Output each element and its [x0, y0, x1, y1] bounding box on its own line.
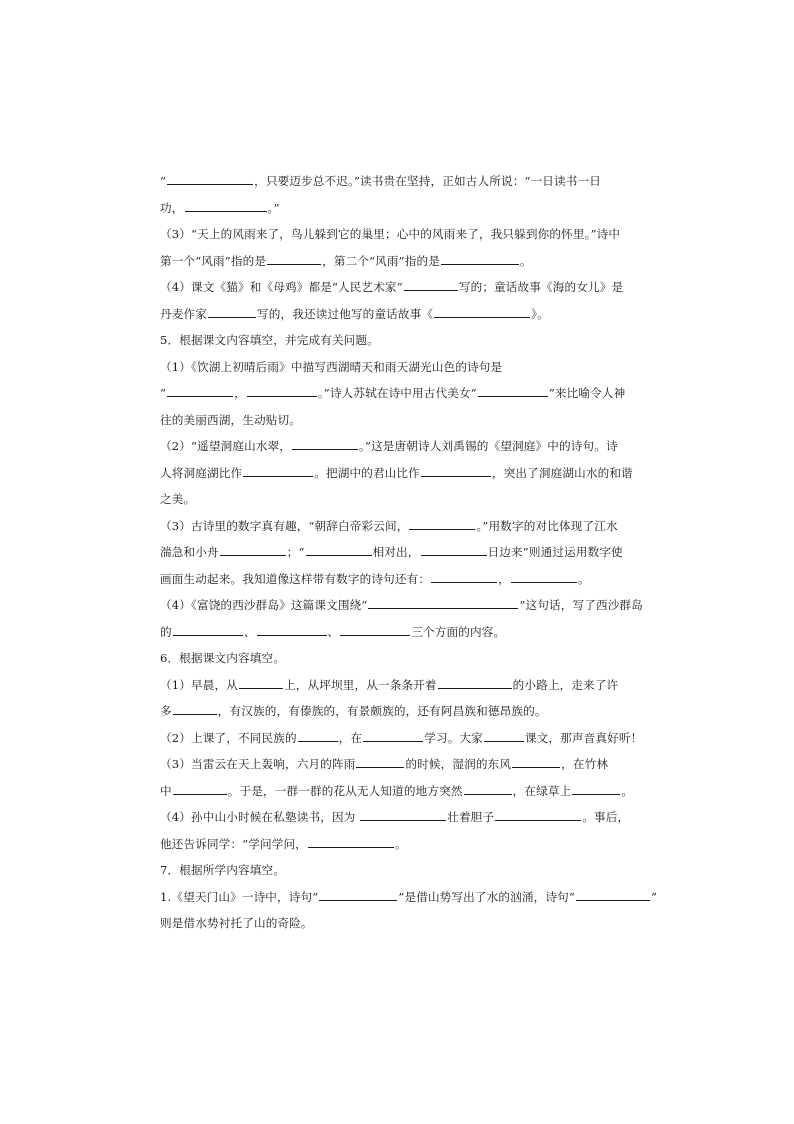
text-segment: （3）“天上的风雨来了，鸟儿躲到它的巢里；心中的风雨来了，我只躲到你的怀里。”诗中: [160, 227, 621, 241]
fill-blank[interactable]: [208, 316, 256, 318]
text-segment: 功，: [160, 200, 184, 215]
question-5-2: [160, 433, 640, 460]
fill-blank[interactable]: [247, 395, 317, 397]
fill-blank[interactable]: [438, 687, 512, 689]
text-segment: 。”这是唐朝诗人刘禹锡的《望洞庭》中的诗句。诗: [359, 439, 618, 453]
fill-blank[interactable]: [421, 554, 487, 556]
fill-blank[interactable]: [185, 210, 267, 212]
text-segment: 多: [160, 704, 172, 718]
text-segment: 三个方面的内容。: [411, 624, 506, 639]
fill-blank[interactable]: [173, 793, 227, 795]
text-segment: ，只要迈步总不迟。”读书贵在坚持，正如古人所说：“一日读书一日: [254, 174, 602, 188]
section-6-heading: [160, 645, 640, 672]
text-segment: 写的，我还读过他写的童话故事《: [256, 306, 434, 321]
text-segment: 上，从坪坝里，从一条条开着: [284, 677, 437, 692]
text-segment: ，突出了洞庭湖山水的和谐: [491, 465, 633, 480]
worksheet-content: [160, 168, 658, 937]
text-segment: 日边来”则通过运用数字使: [487, 545, 623, 559]
text-segment: 7．根据所学内容填空。: [160, 863, 285, 877]
text-segment: 、: [327, 624, 340, 639]
text-line: [160, 380, 640, 407]
text-segment: ，有汉族的，有傣族的，有景颇族的，还有阿昌族和德昂族的。: [217, 704, 547, 718]
fill-blank[interactable]: [484, 740, 524, 742]
text-segment: 画面生动起来。我知道像这样带有数字的诗句还有：: [160, 571, 431, 586]
text-line: [160, 301, 640, 328]
text-segment: ”: [650, 889, 658, 904]
text-segment: “: [160, 174, 167, 188]
text-segment: （4）《富饶的西沙群岛》这篇课文围绕“: [160, 598, 368, 612]
fill-blank[interactable]: [495, 819, 581, 821]
section-5-heading: [160, 327, 640, 354]
text-segment: （2）“遥望洞庭山水翠，: [160, 439, 292, 453]
text-segment: 湍急和小舟: [160, 545, 219, 559]
question-5-3: [160, 513, 640, 540]
text-segment: 。事后，: [582, 810, 630, 824]
text-segment: ，: [234, 386, 246, 400]
text-segment: 人将洞庭湖比作: [160, 465, 243, 480]
text-segment: （3）当雷云在天上轰响，六月的阵雨: [160, 757, 356, 771]
fill-blank[interactable]: [167, 183, 253, 185]
question-4: [160, 274, 640, 301]
text-segment: ，在竹林: [561, 757, 609, 771]
question-6-4: [160, 804, 640, 831]
text-segment: 的小路上，走来了许: [512, 677, 619, 692]
text-segment: ”这句话，写了西沙群岛: [519, 598, 643, 612]
fill-blank[interactable]: [239, 687, 283, 689]
text-segment: 中: [160, 783, 172, 798]
fill-blank[interactable]: [340, 634, 410, 636]
text-segment: 丹麦作家: [160, 306, 207, 321]
text-segment: ”是借山势写出了水的汹涌，诗句“: [398, 889, 575, 904]
text-segment: （1）《饮湖上初晴后雨》中描写西湖晴天和雨天湖光山色的诗句是: [160, 359, 503, 374]
text-segment: 的时候，湿润的东风: [405, 757, 512, 771]
text-segment: 。于是，一群一群的花从无人知道的地方突然: [227, 783, 463, 798]
text-segment: 。把湖中的君山比作: [314, 465, 420, 480]
text-segment: 1.《望天门山》一诗中，诗句“: [160, 889, 319, 904]
question-3: [160, 221, 640, 248]
text-line: [160, 778, 640, 805]
text-segment: 他还告诉同学：“学问学问，: [160, 836, 308, 851]
text-segment: 。: [577, 571, 590, 586]
text-segment: 学习。大家: [424, 730, 483, 745]
question-6-1: [160, 672, 640, 699]
text-segment: ；“: [286, 545, 305, 559]
fill-blank[interactable]: [360, 819, 446, 821]
fill-blank[interactable]: [434, 316, 530, 318]
question-7-1: [160, 884, 658, 911]
text-segment: ，第二个“风雨”指的是: [322, 253, 440, 268]
fill-blank[interactable]: [298, 740, 338, 742]
text-segment: 的: [160, 624, 172, 639]
text-segment: 》。: [531, 306, 549, 321]
text-segment: 、: [243, 624, 256, 639]
text-segment: 。: [621, 783, 634, 798]
text-line: [160, 407, 640, 434]
text-line: [160, 248, 640, 275]
fill-blank[interactable]: [319, 899, 397, 901]
question-6-3: [160, 751, 640, 778]
question-5-1: [160, 354, 640, 381]
fill-blank[interactable]: [267, 263, 321, 265]
fill-blank[interactable]: [512, 766, 560, 768]
fill-blank[interactable]: [511, 581, 577, 583]
question-6-2: [160, 725, 643, 752]
fill-blank[interactable]: [409, 528, 475, 530]
text-segment: 。”诗人苏轼在诗中用古代美女“: [317, 386, 477, 400]
fill-blank[interactable]: [421, 475, 491, 477]
text-segment: 。”用数字的对比体现了江水: [476, 518, 618, 533]
text-segment: （1）早晨，从: [160, 677, 238, 692]
question-5-4: [160, 592, 643, 619]
text-segment: 课文，那声音真好听！: [524, 730, 643, 745]
text-segment: 6．根据课文内容填空。: [160, 651, 285, 665]
text-segment: 第一个“风雨”指的是: [160, 253, 267, 268]
fill-blank[interactable]: [167, 395, 233, 397]
text-line: [160, 619, 640, 646]
text-segment: 写的；童话故事《海的女儿》是: [458, 280, 624, 294]
fill-blank[interactable]: [404, 289, 458, 291]
fill-blank[interactable]: [243, 475, 313, 477]
fill-blank[interactable]: [173, 634, 243, 636]
text-segment: 则是借水势衬托了山的奇险。: [160, 916, 313, 930]
fill-blank[interactable]: [464, 793, 512, 795]
text-line: [160, 831, 640, 858]
fill-blank[interactable]: [257, 634, 327, 636]
text-segment: ”来比喻令人神: [548, 386, 626, 400]
fill-blank[interactable]: [306, 554, 372, 556]
text-segment: ，在绿草上: [512, 783, 572, 798]
text-line: [160, 195, 640, 222]
fill-blank[interactable]: [173, 713, 217, 715]
text-segment: （2）上课了，不同民族的: [160, 730, 297, 745]
fill-blank[interactable]: [431, 581, 497, 583]
text-segment: （4）课文《猫》和《母鸡》都是“人民艺术家”: [160, 280, 403, 294]
section-7-heading: [160, 857, 640, 884]
text-segment: 往的美丽西湖，生动贴切。: [160, 412, 301, 427]
fill-blank[interactable]: [441, 263, 519, 265]
text-segment: （4）孙中山小时候在私塾读书，因为: [160, 810, 360, 824]
text-segment: 壮着胆子: [447, 810, 495, 824]
text-segment: 。: [519, 253, 532, 268]
text-segment: 相对出，: [372, 545, 420, 559]
text-line: [160, 460, 640, 487]
text-segment: “: [160, 386, 167, 400]
fill-blank[interactable]: [368, 607, 518, 609]
fill-blank[interactable]: [292, 448, 358, 450]
text-segment: ，在: [338, 730, 363, 745]
fill-blank[interactable]: [363, 740, 423, 742]
fill-blank[interactable]: [220, 554, 286, 556]
text-line: [160, 566, 640, 593]
fill-blank[interactable]: [576, 899, 650, 901]
text-line: [160, 910, 640, 937]
text-line: [160, 539, 640, 566]
text-line: [160, 698, 640, 725]
text-segment: 之美。: [160, 492, 196, 506]
text-line: [160, 486, 640, 513]
text-segment: ，: [498, 571, 510, 586]
fill-blank[interactable]: [356, 766, 404, 768]
text-line: [160, 168, 640, 195]
fill-blank[interactable]: [478, 395, 548, 397]
text-segment: 。”: [267, 200, 280, 215]
fill-blank[interactable]: [308, 846, 394, 848]
text-segment: （3）古诗里的数字真有趣，“朝辞白帝彩云间，: [160, 518, 409, 533]
text-segment: 。: [395, 836, 407, 851]
text-segment: 5．根据课文内容填空，并完成有关问题。: [160, 333, 379, 347]
fill-blank[interactable]: [572, 793, 620, 795]
